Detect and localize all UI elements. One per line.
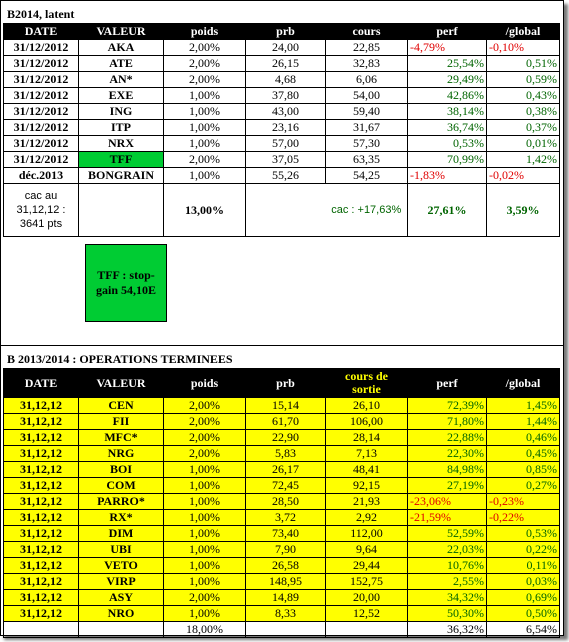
perf-total: 36,32% [408, 622, 487, 638]
valeur-cell: VIRP [79, 574, 164, 590]
perf-cell: -23,06% [408, 494, 487, 510]
poids-cell: 2,00% [164, 56, 246, 72]
cours-de-sortie-cell: 2,92 [326, 510, 408, 526]
valeur-cell: BOI [79, 462, 164, 478]
poids-cell: 1,00% [164, 88, 246, 104]
valeur-cell: FII [79, 414, 164, 430]
cac-line1: cac au [24, 190, 58, 202]
date-cell: 31/12/2012 [4, 56, 79, 72]
valeur-cell: PARRO* [79, 494, 164, 510]
date-cell: 31,12,12 [4, 446, 79, 462]
valeur-cell: EXE [79, 88, 164, 104]
poids-total: 18,00% [164, 622, 246, 638]
poids-cell: 1,00% [164, 462, 246, 478]
date-cell: 31,12,12 [4, 590, 79, 606]
global-cell: 1,44% [487, 414, 560, 430]
global-cell: 0,03% [487, 574, 560, 590]
prb-cell: 57,00 [246, 136, 326, 152]
prb-cell: 72,45 [246, 478, 326, 494]
tff-stop-gain-note [85, 244, 167, 322]
date-cell: 31,12,12 [4, 558, 79, 574]
cours-cell: 32,83 [326, 56, 408, 72]
prb-cell: 8,33 [246, 606, 326, 622]
cours-de-sortie-cell: 152,75 [326, 574, 408, 590]
table-row [4, 56, 560, 72]
table-row [4, 152, 560, 168]
prb-cell: 22,90 [246, 430, 326, 446]
col-header-cours: cours [326, 24, 408, 40]
table-row [4, 398, 560, 414]
date-cell: 31/12/2012 [4, 104, 79, 120]
prb-cell: 26,15 [246, 56, 326, 72]
prb-cell: 55,26 [246, 168, 326, 184]
global-cell: 0,85% [487, 462, 560, 478]
perf-cell: -21,59% [408, 510, 487, 526]
col-header-prb: prb [246, 369, 326, 398]
valeur-cell: VETO [79, 558, 164, 574]
table-row [4, 574, 560, 590]
date-cell: 31,12,12 [4, 430, 79, 446]
poids-cell: 2,00% [164, 590, 246, 606]
valeur-cell: ING [79, 104, 164, 120]
perf-cell: -1,83% [408, 168, 487, 184]
summary-empty-cell [79, 184, 164, 237]
poids-cell: 2,00% [164, 446, 246, 462]
terminated-header-row [4, 369, 560, 398]
valeur-cell: AKA [79, 40, 164, 56]
table-row [4, 606, 560, 622]
date-cell: 31/12/2012 [4, 152, 79, 168]
poids-cell: 2,00% [164, 430, 246, 446]
global-cell: 0,22% [487, 542, 560, 558]
cours-de-sortie-cell: 20,00 [326, 590, 408, 606]
prb-cell: 37,05 [246, 152, 326, 168]
valeur-cell: NRG [79, 446, 164, 462]
prb-cell: 37,80 [246, 88, 326, 104]
global-cell: 0,59% [487, 72, 560, 88]
global-total: 6,54% [487, 622, 560, 638]
perf-cell: 22,88% [408, 430, 487, 446]
prb-cell: 15,14 [246, 398, 326, 414]
perf-cell: 22,30% [408, 446, 487, 462]
table-row [4, 136, 560, 152]
cours-de-sortie-cell: 106,00 [326, 414, 408, 430]
perf-cell: 52,59% [408, 526, 487, 542]
date-cell: 31/12/2012 [4, 72, 79, 88]
valeur-cell: BONGRAIN [79, 168, 164, 184]
col-header-valeur: VALEUR [79, 369, 164, 398]
prb-cell: 23,16 [246, 120, 326, 136]
col-header-valeur: VALEUR [79, 24, 164, 40]
totals-empty-cell [326, 622, 408, 638]
col-header-perf: perf [408, 24, 487, 40]
poids-cell: 2,00% [164, 152, 246, 168]
cours-cell: 22,85 [326, 40, 408, 56]
perf-cell: 27,19% [408, 478, 487, 494]
cours-de-sortie-cell: 112,00 [326, 526, 408, 542]
valeur-cell: ITP [79, 120, 164, 136]
date-cell: 31,12,12 [4, 526, 79, 542]
valeur-cell: NRO [79, 606, 164, 622]
table-row [4, 526, 560, 542]
date-cell: 31,12,12 [4, 478, 79, 494]
date-cell: 31/12/2012 [4, 120, 79, 136]
global-cell: -0,10% [487, 40, 560, 56]
valeur-cell: ATE [79, 56, 164, 72]
totals-empty-cell [4, 622, 79, 638]
perf-cell: 50,30% [408, 606, 487, 622]
cours-cell: 31,67 [326, 120, 408, 136]
valeur-cell: COM [79, 478, 164, 494]
date-cell: 31,12,12 [4, 398, 79, 414]
latent-summary-row [4, 184, 560, 237]
col-header-perf: perf [408, 369, 487, 398]
prb-cell: 14,89 [246, 590, 326, 606]
global-cell: 0,69% [487, 590, 560, 606]
valeur-cell: AN* [79, 72, 164, 88]
date-cell: 31,12,12 [4, 494, 79, 510]
perf-cell: 29,49% [408, 72, 487, 88]
valeur-cell: ASY [79, 590, 164, 606]
perf-cell: 42,86% [408, 88, 487, 104]
valeur-cell: RX* [79, 510, 164, 526]
col-header-global: /global [487, 369, 560, 398]
global-cell: -0,23% [487, 494, 560, 510]
global-cell: 0,38% [487, 104, 560, 120]
perf-cell: 34,32% [408, 590, 487, 606]
sortie-line1: cours de [345, 369, 388, 383]
global-cell: 0,51% [487, 56, 560, 72]
latent-table [3, 23, 560, 237]
cours-de-sortie-cell: 92,15 [326, 478, 408, 494]
cac-line3: 3641 pts [19, 218, 63, 230]
date-cell: 31,12,12 [4, 462, 79, 478]
section1-title: B2014, latent [7, 7, 75, 21]
prb-cell: 28,50 [246, 494, 326, 510]
cours-cell: 54,25 [326, 168, 408, 184]
cac-reference-cell [4, 184, 79, 237]
prb-cell: 5,83 [246, 446, 326, 462]
latent-header-row [4, 24, 560, 40]
perf-total: 27,61% [408, 184, 487, 237]
table-row [4, 88, 560, 104]
poids-cell: 1,00% [164, 168, 246, 184]
global-cell: 0,53% [487, 526, 560, 542]
col-header-global: /global [487, 24, 560, 40]
date-cell: 31,12,12 [4, 510, 79, 526]
prb-cell: 43,00 [246, 104, 326, 120]
col-header-cours-de-sortie [326, 369, 408, 398]
col-header-date: DATE [4, 369, 79, 398]
poids-total: 13,00% [164, 184, 246, 237]
prb-cell: 4,68 [246, 72, 326, 88]
totals-empty-cell [79, 622, 164, 638]
global-cell: 0,27% [487, 478, 560, 494]
poids-cell: 1,00% [164, 104, 246, 120]
prb-cell: 73,40 [246, 526, 326, 542]
table-row [4, 40, 560, 56]
poids-cell: 1,00% [164, 120, 246, 136]
valeur-cell: UBI [79, 542, 164, 558]
perf-cell: 22,03% [408, 542, 487, 558]
perf-cell: 70,99% [408, 152, 487, 168]
date-cell: 31/12/2012 [4, 136, 79, 152]
note-line1: TFF : stop- [97, 268, 155, 282]
poids-cell: 2,00% [164, 414, 246, 430]
poids-cell: 1,00% [164, 526, 246, 542]
terminated-table [3, 368, 560, 638]
global-cell: 0,50% [487, 606, 560, 622]
prb-cell: 24,00 [246, 40, 326, 56]
perf-cell: 0,53% [408, 136, 487, 152]
col-header-poids: poids [164, 369, 246, 398]
perf-cell: -4,79% [408, 40, 487, 56]
cours-cell: 59,40 [326, 104, 408, 120]
global-cell: 0,43% [487, 88, 560, 104]
col-header-date: DATE [4, 24, 79, 40]
date-cell: 31,12,12 [4, 574, 79, 590]
cac-line2: 31,12,12 : [16, 204, 66, 216]
date-cell: 31,12,12 [4, 606, 79, 622]
poids-cell: 2,00% [164, 398, 246, 414]
section2-title: B 2013/2014 : OPERATIONS TERMINEES [7, 352, 233, 366]
date-cell: 31/12/2012 [4, 40, 79, 56]
perf-cell: 71,80% [408, 414, 487, 430]
poids-cell: 1,00% [164, 510, 246, 526]
prb-cell: 7,90 [246, 542, 326, 558]
totals-empty-cell [246, 622, 326, 638]
date-cell: déc.2013 [4, 168, 79, 184]
table-row [4, 414, 560, 430]
poids-cell: 1,00% [164, 574, 246, 590]
global-cell: 0,11% [487, 558, 560, 574]
table-row [4, 510, 560, 526]
cours-de-sortie-cell: 21,93 [326, 494, 408, 510]
table-row [4, 168, 560, 184]
valeur-cell: CEN [79, 398, 164, 414]
terminated-totals-row [4, 622, 560, 638]
perf-cell: 10,76% [408, 558, 487, 574]
perf-cell: 72,39% [408, 398, 487, 414]
cours-de-sortie-cell: 28,14 [326, 430, 408, 446]
sortie-line2: sortie [352, 382, 381, 396]
cours-de-sortie-cell: 48,41 [326, 462, 408, 478]
global-cell: 0,45% [487, 446, 560, 462]
perf-cell: 2,55% [408, 574, 487, 590]
cours-cell: 63,35 [326, 152, 408, 168]
summary-empty-cell [246, 184, 326, 237]
prb-cell: 148,95 [246, 574, 326, 590]
global-cell: -0,22% [487, 510, 560, 526]
cours-de-sortie-cell: 29,44 [326, 558, 408, 574]
note-line2: gain 54,10E [95, 283, 156, 297]
cours-cell: 54,00 [326, 88, 408, 104]
table-row [4, 72, 560, 88]
perf-cell: 36,74% [408, 120, 487, 136]
valeur-cell: DIM [79, 526, 164, 542]
cac-performance: cac : +17,63% [326, 184, 408, 237]
prb-cell: 26,17 [246, 462, 326, 478]
cours-de-sortie-cell: 12,52 [326, 606, 408, 622]
section-divider [1, 345, 563, 346]
perf-cell: 25,54% [408, 56, 487, 72]
col-header-poids: poids [164, 24, 246, 40]
cours-de-sortie-cell: 7,13 [326, 446, 408, 462]
table-row [4, 430, 560, 446]
poids-cell: 2,00% [164, 72, 246, 88]
poids-cell: 1,00% [164, 136, 246, 152]
global-cell: 0,37% [487, 120, 560, 136]
cours-cell: 57,30 [326, 136, 408, 152]
poids-cell: 1,00% [164, 478, 246, 494]
valeur-cell: NRX [79, 136, 164, 152]
valeur-cell: MFC* [79, 430, 164, 446]
cours-de-sortie-cell: 26,10 [326, 398, 408, 414]
global-total: 3,59% [487, 184, 560, 237]
global-cell: 0,46% [487, 430, 560, 446]
table-row [4, 104, 560, 120]
table-row [4, 494, 560, 510]
date-cell: 31,12,12 [4, 414, 79, 430]
global-cell: -0,02% [487, 168, 560, 184]
table-row [4, 542, 560, 558]
table-row [4, 446, 560, 462]
cours-cell: 6,06 [326, 72, 408, 88]
prb-cell: 3,72 [246, 510, 326, 526]
poids-cell: 1,00% [164, 542, 246, 558]
col-header-prb: prb [246, 24, 326, 40]
table-row [4, 120, 560, 136]
global-cell: 0,01% [487, 136, 560, 152]
valeur-cell: TFF [79, 152, 164, 168]
date-cell: 31,12,12 [4, 542, 79, 558]
cours-de-sortie-cell: 9,64 [326, 542, 408, 558]
perf-cell: 38,14% [408, 104, 487, 120]
table-row [4, 590, 560, 606]
prb-cell: 26,58 [246, 558, 326, 574]
table-row [4, 462, 560, 478]
table-row [4, 558, 560, 574]
prb-cell: 61,70 [246, 414, 326, 430]
date-cell: 31/12/2012 [4, 88, 79, 104]
poids-cell: 1,00% [164, 558, 246, 574]
table-row [4, 478, 560, 494]
poids-cell: 2,00% [164, 40, 246, 56]
global-cell: 1,42% [487, 152, 560, 168]
poids-cell: 1,00% [164, 606, 246, 622]
global-cell: 1,45% [487, 398, 560, 414]
perf-cell: 84,98% [408, 462, 487, 478]
poids-cell: 1,00% [164, 494, 246, 510]
